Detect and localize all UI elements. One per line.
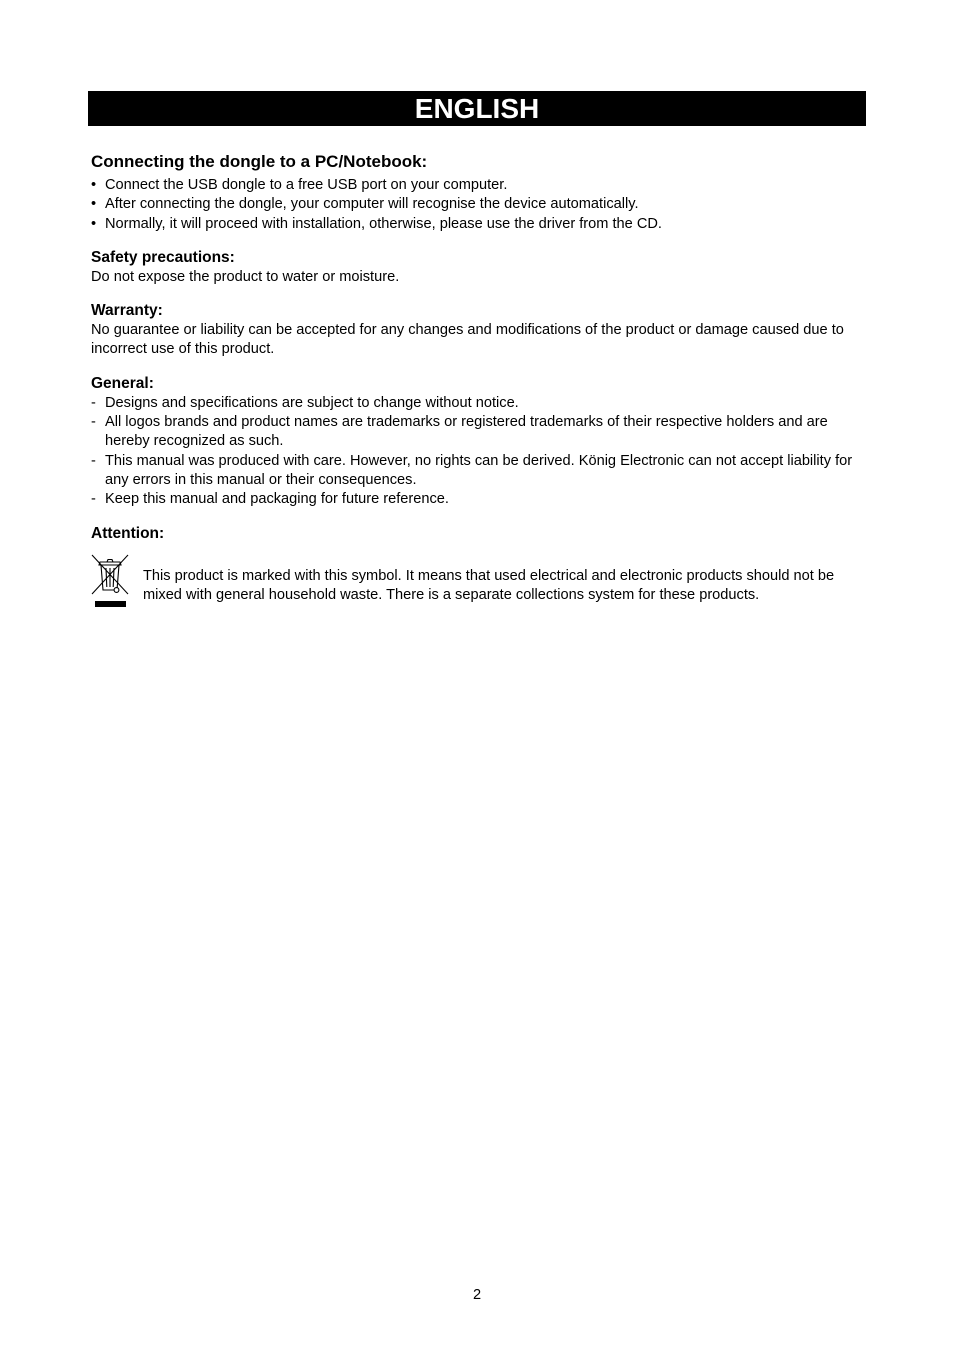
list-item-text: All logos brands and product names are trademarks or registered trademarks of their respective holders and are hereby recognized as such. [105,414,828,450]
attention-heading: Attention: [91,524,165,542]
attention-text: This product is marked with this symbol. It means that used electrical and electronic products should not be mixed with general household waste. There is a separate collections system for these products. [143,567,835,603]
dash-marker: - [91,394,96,411]
bullet-marker: • [91,215,97,232]
language-banner [88,91,866,126]
list-item [91,452,866,491]
list-item [91,413,866,452]
connecting-heading: Connecting the dongle to a PC/Notebook: [91,152,428,171]
safety-text: Do not expose the product to water or moisture. [91,268,400,285]
bullet-marker: • [91,177,97,193]
manual-content [91,151,866,611]
list-item-text: After connecting the dongle, your computer will recognise the device automatically. [105,196,639,213]
general-heading: General: [91,374,154,392]
bullet-marker: • [91,196,97,213]
dash-marker: - [91,414,96,431]
dash-marker: - [91,452,96,469]
dash-marker: - [91,491,96,508]
weee-crossed-bin-icon [91,554,129,610]
list-item-text: Connect the USB dongle to a free USB port on your computer. [105,177,508,193]
list-item [91,176,866,195]
list-item [91,195,866,214]
list-item-text: Normally, it will proceed with installation, otherwise, please use the driver from the CD. [105,215,662,232]
warranty-text: No guarantee or liability can be accepted for any changes and modifications of the product or damage caused due to incorrect use of this product. [91,322,844,358]
warranty-heading: Warranty: [91,302,163,320]
connecting-list [91,176,866,234]
page-number: 2 [472,1287,482,1303]
safety-heading: Safety precautions: [91,248,235,266]
list-item [91,490,866,509]
list-item-text: Designs and specifications are subject to change without notice. [105,394,519,411]
list-item-text: This manual was produced with care. However, no rights can be derived. König Electronic can not accept liability for any errors in this manual or their consequences. [105,452,853,488]
general-list [91,394,866,510]
list-item [91,215,866,234]
list-item [91,394,866,413]
list-item-text: Keep this manual and packaging for future reference. [105,491,449,508]
banner-title: ENGLISH [414,93,540,124]
attention-block [91,553,866,611]
